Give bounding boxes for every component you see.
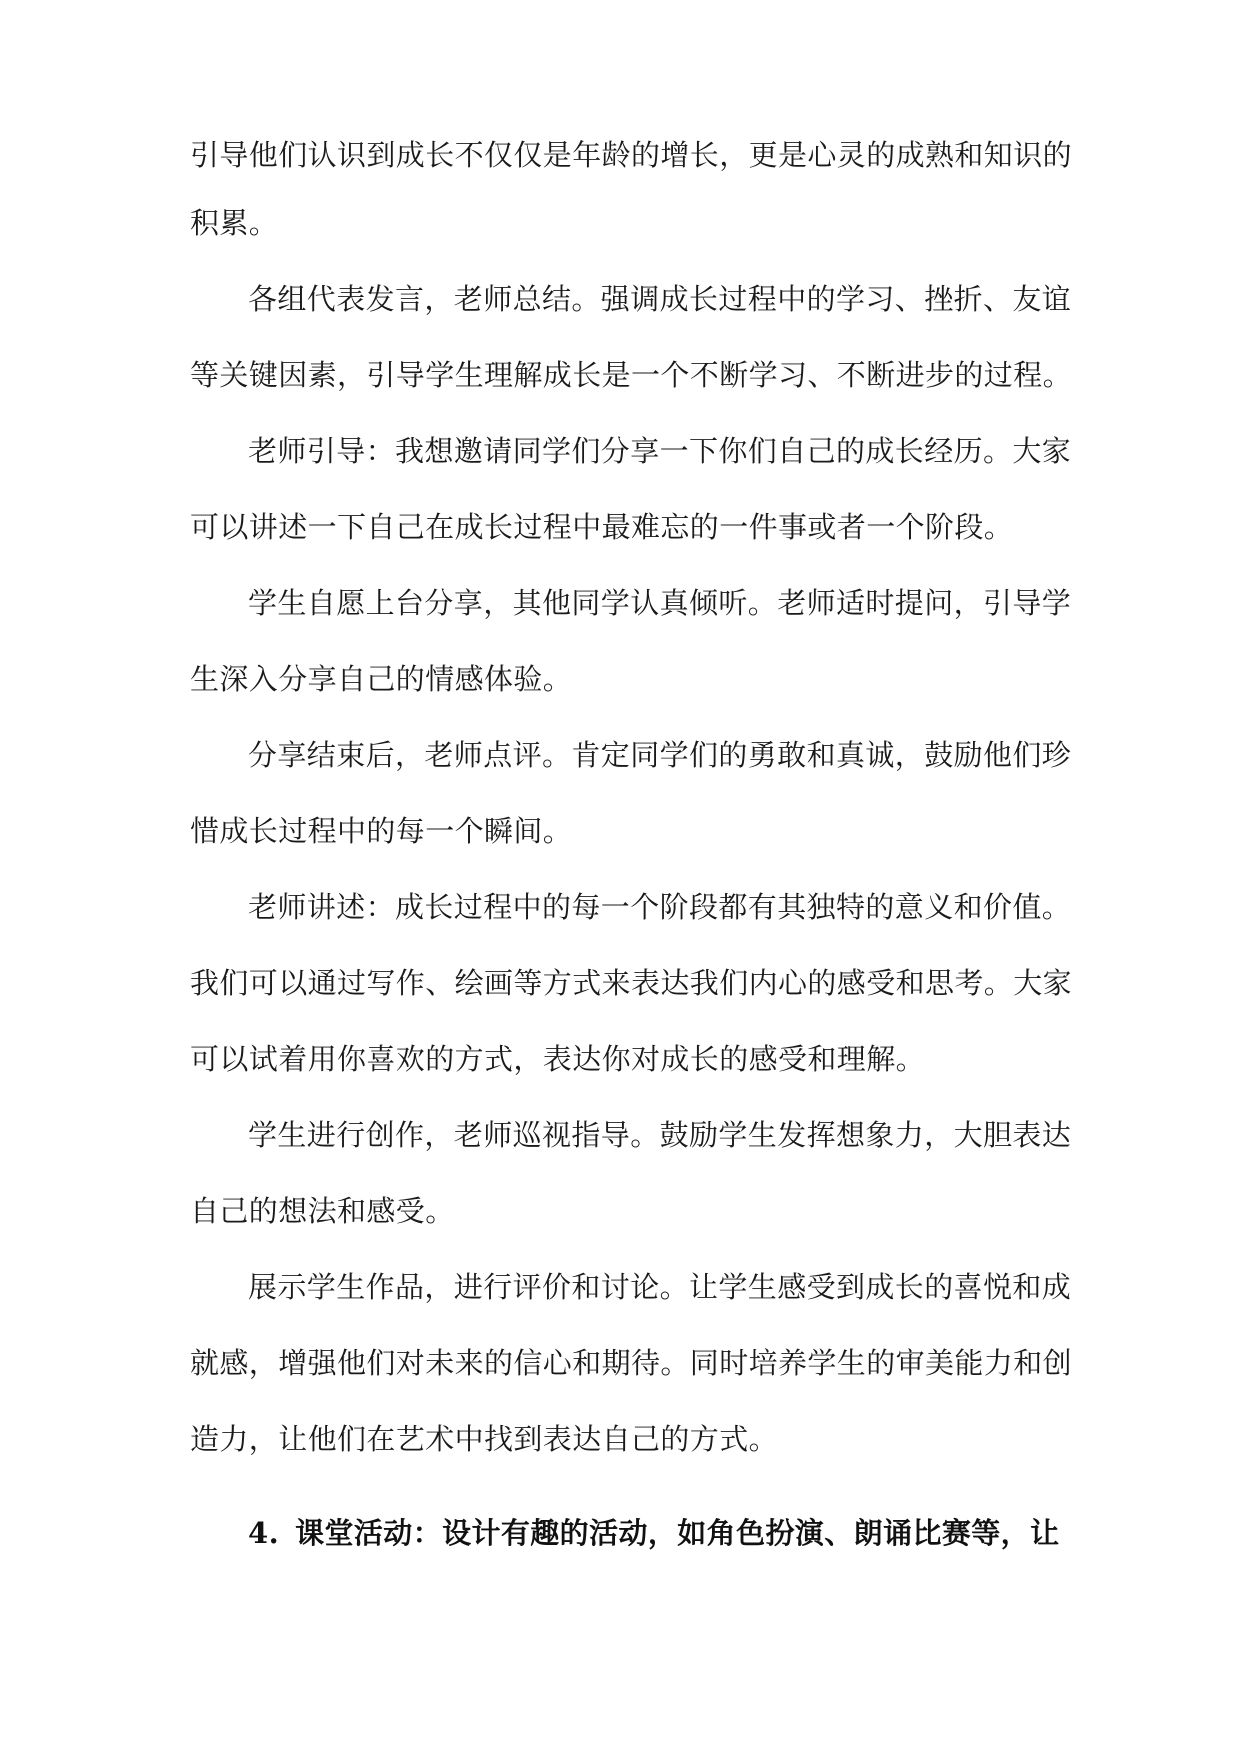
paragraph-line: 惜成长过程中的每一个瞬间。	[190, 814, 573, 848]
paragraph-line: 造力，让他们在艺术中找到表达自己的方式。	[190, 1422, 779, 1456]
paragraph-line: 各组代表发言，老师总结。强调成长过程中的学习、挫折、友谊	[248, 282, 1072, 316]
paragraph-line: 可以试着用你喜欢的方式，表达你对成长的感受和理解。	[190, 1042, 926, 1076]
paragraph-line: 引导他们认识到成长不仅仅是年龄的增长，更是心灵的成熟和知识的	[190, 138, 1073, 172]
paragraph-line: 老师引导：我想邀请同学们分享一下你们自己的成长经历。大家	[248, 434, 1072, 468]
paragraph-line: 展示学生作品，进行评价和讨论。让学生感受到成长的喜悦和成	[248, 1270, 1072, 1304]
paragraph-line: 老师讲述：成长过程中的每一个阶段都有其独特的意义和价值。	[248, 890, 1072, 924]
paragraph-line: 自己的想法和感受。	[190, 1194, 455, 1228]
paragraph-line: 等关键因素，引导学生理解成长是一个不断学习、不断进步的过程。	[190, 358, 1073, 392]
paragraph-line: 可以讲述一下自己在成长过程中最难忘的一件事或者一个阶段。	[190, 510, 1014, 544]
section-heading	[248, 1514, 1128, 1552]
paragraph-line: 分享结束后，老师点评。肯定同学们的勇敢和真诚，鼓励他们珍	[248, 738, 1072, 772]
paragraph-line: 学生自愿上台分享，其他同学认真倾听。老师适时提问，引导学	[248, 586, 1072, 620]
paragraph-line: 我们可以通过写作、绘画等方式来表达我们内心的感受和思考。大家	[190, 966, 1073, 1000]
section-heading-text: 课堂活动：设计有趣的活动，如角色扮演、朗诵比赛等，让	[295, 1516, 1060, 1550]
paragraph-line: 学生进行创作，老师巡视指导。鼓励学生发挥想象力，大胆表达	[248, 1118, 1072, 1152]
paragraph-line: 积累。	[190, 206, 279, 240]
section-heading-number: 4.	[248, 1516, 280, 1550]
paragraph-line: 就感，增强他们对未来的信心和期待。同时培养学生的审美能力和创	[190, 1346, 1073, 1380]
paragraph-line: 生深入分享自己的情感体验。	[190, 662, 573, 696]
